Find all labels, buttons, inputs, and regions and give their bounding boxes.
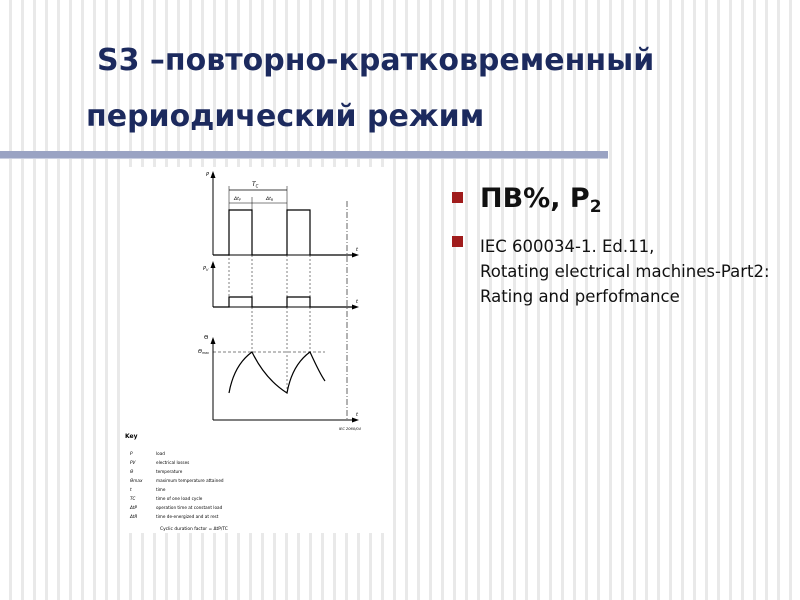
key-symbol: PV [130,460,136,465]
dtr-label: $\Delta t_R$ [266,197,274,202]
title-line-2: периодический режим [86,99,485,134]
key-description: electrical losses [156,460,190,465]
bullet-marker [452,236,463,247]
p-t-label: t [356,247,358,253]
key-title: Key [125,433,138,440]
pv-t-label: t [356,299,358,305]
dtp-label: $\Delta t_P$ [234,197,241,202]
pv-axis-label: $P_V$ [203,266,209,272]
key-symbol: t [130,487,132,492]
figure-code: IEC 2060/04 [339,427,361,431]
key-symbol: ΔtP [130,505,138,510]
key-symbol: TC [130,496,136,501]
title-divider [0,151,608,158]
cyclic-duration-factor: Cyclic duration factor = ΔtP/TC [160,527,228,532]
theta-axis-arrow [211,337,216,344]
key-description: time [156,487,166,492]
key-description: time of one load cycle [156,496,203,501]
temperature-curve [229,352,325,393]
key-symbol: Θmax [130,478,143,483]
key-description: maximum temperature attained [156,478,224,483]
bullet-marker [452,192,463,203]
theta-time-arrow [352,418,359,423]
key-description: load [156,451,165,456]
key-symbol: P [130,451,133,456]
key-symbol: ΔtR [130,514,138,519]
key-description: time de-energized and at rest [156,514,219,519]
title-line-1: S3 –повторно-кратковременный [97,43,655,78]
key-description: temperature [156,469,183,474]
p-axis-label: P [206,172,210,178]
theta-max-label: $\Theta_{max}$ [198,349,209,355]
key-description: operation time at constant load [156,505,223,510]
key-list [129,451,224,519]
key-symbol: Θ [130,469,134,474]
pv-axis-arrow [211,261,216,268]
bullet-text-pv: ПВ%, $P_2$ [480,183,602,217]
tc-label: $T_C$ [252,181,259,189]
load-pulses [213,210,353,255]
theta-t-label: t [356,412,358,418]
s3-duty-diagram [120,167,388,533]
pv-time-arrow [352,305,359,310]
theta-axis-label: Θ [204,335,209,341]
p-axis-arrow [211,171,216,178]
p-time-arrow [352,253,359,258]
loss-pulses [213,297,353,307]
bullet-text-iec: IEC 600034-1. Ed.11, Rotating electrical machines-Part2: Rating and perfofmance [480,237,770,306]
